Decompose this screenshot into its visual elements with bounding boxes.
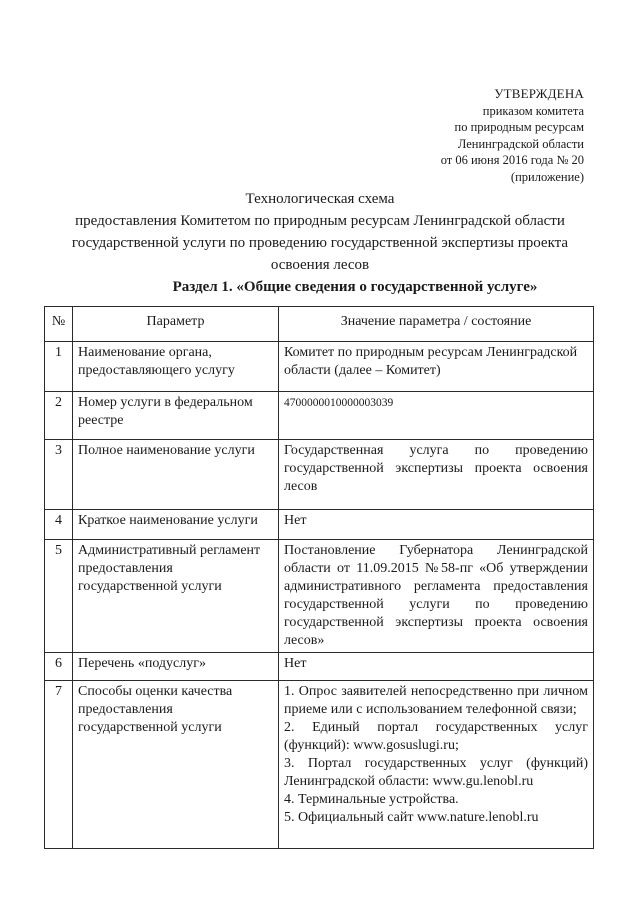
approval-heading: УТВЕРЖДЕНА (494, 86, 584, 101)
row-parameter: Номер услуги в федеральном реестре (73, 392, 279, 440)
row-parameter: Краткое наименование услуги (73, 510, 279, 540)
header-parameter: Параметр (73, 307, 279, 342)
list-item: 2. Единый портал государственных услуг (функций): www.gosuslugi.ru; (284, 720, 588, 753)
row-parameter: Полное наименование услуги (73, 440, 279, 510)
table-row (45, 510, 594, 540)
row-value: Нет (279, 653, 594, 681)
table-row (45, 540, 594, 653)
row-number: 1 (45, 342, 73, 392)
approval-stamp (441, 86, 584, 185)
header-number: № (45, 307, 73, 342)
row-parameter: Перечень «подуслуг» (73, 653, 279, 681)
row-value: Комитет по природным ресурсам Ленинградской области (далее – Комитет) (279, 342, 594, 392)
row-number: 4 (45, 510, 73, 540)
row-value-list (279, 681, 594, 849)
approval-line: Ленинградской области (457, 136, 584, 151)
title-line: государственной услуги по проведению государственной экспертизы проекта (71, 235, 569, 251)
list-item: 1. Опрос заявителей непосредственно при личном приеме или с использованием телефонной связи; (284, 684, 588, 717)
list-item: 4. Терминальные устройства. (284, 792, 459, 807)
row-parameter: Способы оценки качества предоставления государственной услуги (73, 681, 279, 849)
table-row (45, 681, 594, 849)
approval-line: от 06 июня 2016 года № 20 (440, 153, 584, 167)
table-row (45, 653, 594, 681)
parameters-table (44, 306, 594, 849)
table-row (45, 440, 594, 510)
row-parameter: Наименование органа, предоставляющего услугу (73, 342, 279, 392)
table-row (45, 392, 594, 440)
approval-line: приказом комитета (482, 103, 584, 118)
row-number: 7 (45, 681, 73, 849)
row-value: Государственная услуга по проведению государственной экспертизы проекта освоения лесов (279, 440, 594, 510)
row-value: Постановление Губернатора Ленинградской области от 11.09.2015 №58-пг «Об утверждении административного регламента предоставления государственной услуги по проведению государственной экспертизы проекта освоения лесов» (279, 540, 594, 653)
row-value: Нет (279, 510, 594, 540)
table-row (45, 342, 594, 392)
row-value: 4700000010000003039 (279, 392, 594, 440)
table-header-row (45, 307, 594, 342)
document-title (0, 188, 640, 276)
row-number: 3 (45, 440, 73, 510)
row-number: 6 (45, 653, 73, 681)
row-number: 2 (45, 392, 73, 440)
list-item: 5. Официальный сайт www.nature.lenobl.ru (284, 810, 539, 825)
row-parameter: Административный регламент предоставления государственной услуги (73, 540, 279, 653)
title-line: предоставления Комитетом по природным ресурсам Ленинградской области (75, 213, 565, 229)
title-line: Технологическая схема (245, 191, 395, 207)
title-line: освоения лесов (270, 257, 370, 273)
approval-line: по природным ресурсам (454, 120, 584, 134)
section-heading: Раздел 1. «Общие сведения о государственной услуге» (172, 279, 538, 295)
list-item: 3. Портал государственных услуг (функций) Ленинградской области: www.gu.lenobl.ru (284, 756, 588, 789)
approval-line: (приложение) (510, 169, 584, 184)
row-number: 5 (45, 540, 73, 653)
header-value: Значение параметра / состояние (279, 307, 594, 342)
